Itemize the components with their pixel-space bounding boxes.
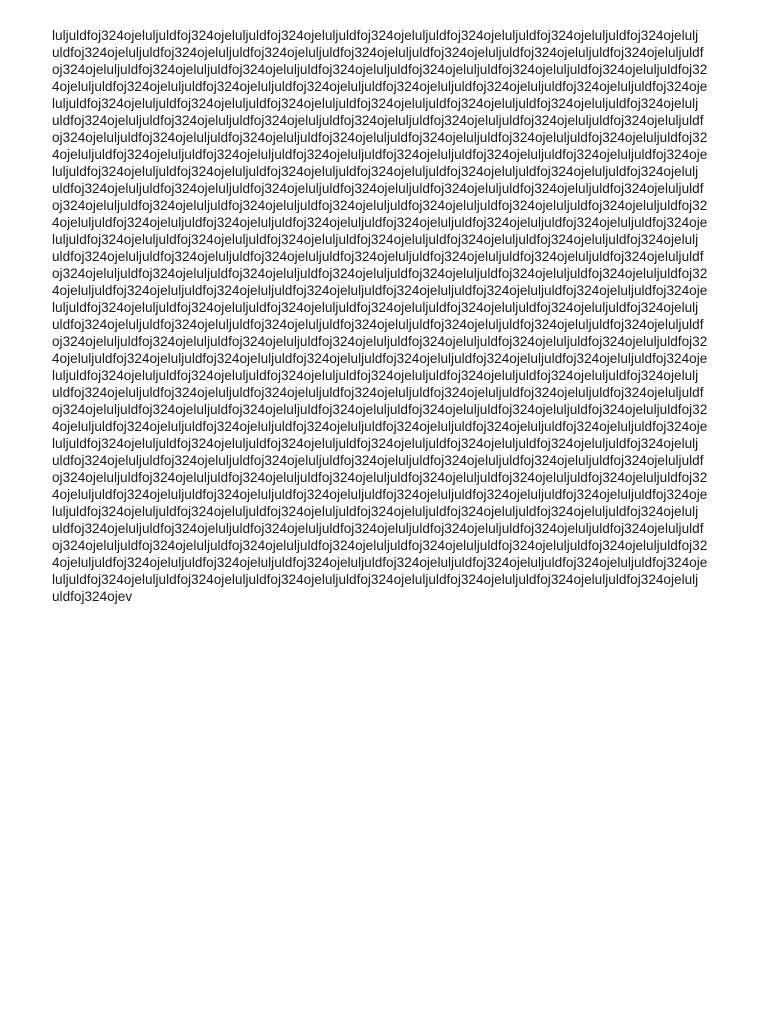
text-line: 4ojeluljuldfoj324ojeluljuldfoj324ojeluljuldfoj324ojeluljuldfoj324ojeluljuldfoj324ojeluljuldfoj324ojeluljuldfoj324oje bbox=[52, 419, 708, 434]
text-line: luljuldfoj324ojeluljuldfoj324ojeluljuldfoj324ojeluljuldfoj324ojeluljuldfoj324ojeluljuldfoj324ojeluljuldfoj324ojelulj bbox=[52, 504, 699, 519]
text-line: 4ojeluljuldfoj324ojeluljuldfoj324ojeluljuldfoj324ojeluljuldfoj324ojeluljuldfoj324ojeluljuldfoj324ojeluljuldfoj324oje bbox=[52, 147, 708, 162]
text-line: oj324ojeluljuldfoj324ojeluljuldfoj324ojeluljuldfoj324ojeluljuldfoj324ojeluljuldfoj324ojeluljuldfoj324ojeluljuldfoj32 bbox=[52, 334, 708, 349]
text-line: uldfoj324ojev bbox=[52, 589, 133, 604]
text-line: uldfoj324ojeluljuldfoj324ojeluljuldfoj324ojeluljuldfoj324ojeluljuldfoj324ojeluljuldfoj324ojeluljuldfoj324ojeluljuldf bbox=[52, 181, 704, 196]
text-line: uldfoj324ojeluljuldfoj324ojeluljuldfoj324ojeluljuldfoj324ojeluljuldfoj324ojeluljuldfoj324ojeluljuldfoj324ojeluljuldf bbox=[52, 45, 704, 60]
text-line: luljuldfoj324ojeluljuldfoj324ojeluljuldfoj324ojeluljuldfoj324ojeluljuldfoj324ojeluljuldfoj324ojeluljuldfoj324ojelulj bbox=[52, 96, 699, 111]
text-line: luljuldfoj324ojeluljuldfoj324ojeluljuldfoj324ojeluljuldfoj324ojeluljuldfoj324ojeluljuldfoj324ojeluljuldfoj324ojelulj bbox=[52, 572, 699, 587]
text-line: oj324ojeluljuldfoj324ojeluljuldfoj324ojeluljuldfoj324ojeluljuldfoj324ojeluljuldfoj324ojeluljuldfoj324ojeluljuldfoj32 bbox=[52, 62, 708, 77]
text-line: oj324ojeluljuldfoj324ojeluljuldfoj324ojeluljuldfoj324ojeluljuldfoj324ojeluljuldfoj324ojeluljuldfoj324ojeluljuldfoj32 bbox=[52, 538, 708, 553]
text-line: luljuldfoj324ojeluljuldfoj324ojeluljuldfoj324ojeluljuldfoj324ojeluljuldfoj324ojeluljuldfoj324ojeluljuldfoj324ojelulj bbox=[52, 164, 699, 179]
text-line: oj324ojeluljuldfoj324ojeluljuldfoj324ojeluljuldfoj324ojeluljuldfoj324ojeluljuldfoj324ojeluljuldfoj324ojeluljuldfoj32 bbox=[52, 130, 708, 145]
text-line: 4ojeluljuldfoj324ojeluljuldfoj324ojeluljuldfoj324ojeluljuldfoj324ojeluljuldfoj324ojeluljuldfoj324ojeluljuldfoj324oje bbox=[52, 283, 708, 298]
text-line: uldfoj324ojeluljuldfoj324ojeluljuldfoj324ojeluljuldfoj324ojeluljuldfoj324ojeluljuldfoj324ojeluljuldfoj324ojeluljuldf bbox=[52, 521, 704, 536]
text-line: luljuldfoj324ojeluljuldfoj324ojeluljuldfoj324ojeluljuldfoj324ojeluljuldfoj324ojeluljuldfoj324ojeluljuldfoj324ojelulj bbox=[52, 28, 699, 43]
text-line: luljuldfoj324ojeluljuldfoj324ojeluljuldfoj324ojeluljuldfoj324ojeluljuldfoj324ojeluljuldfoj324ojeluljuldfoj324ojelulj bbox=[52, 436, 699, 451]
text-line: oj324ojeluljuldfoj324ojeluljuldfoj324ojeluljuldfoj324ojeluljuldfoj324ojeluljuldfoj324ojeluljuldfoj324ojeluljuldfoj32 bbox=[52, 198, 708, 213]
text-line: 4ojeluljuldfoj324ojeluljuldfoj324ojeluljuldfoj324ojeluljuldfoj324ojeluljuldfoj324ojeluljuldfoj324ojeluljuldfoj324oje bbox=[52, 487, 708, 502]
text-line: 4ojeluljuldfoj324ojeluljuldfoj324ojeluljuldfoj324ojeluljuldfoj324ojeluljuldfoj324ojeluljuldfoj324ojeluljuldfoj324oje bbox=[52, 79, 708, 94]
text-line: uldfoj324ojeluljuldfoj324ojeluljuldfoj324ojeluljuldfoj324ojeluljuldfoj324ojeluljuldfoj324ojeluljuldfoj324ojeluljuldf bbox=[52, 453, 704, 468]
text-line: oj324ojeluljuldfoj324ojeluljuldfoj324ojeluljuldfoj324ojeluljuldfoj324ojeluljuldfoj324ojeluljuldfoj324ojeluljuldfoj32 bbox=[52, 266, 708, 281]
text-line: oj324ojeluljuldfoj324ojeluljuldfoj324ojeluljuldfoj324ojeluljuldfoj324ojeluljuldfoj324ojeluljuldfoj324ojeluljuldfoj32 bbox=[52, 402, 708, 417]
text-line: uldfoj324ojeluljuldfoj324ojeluljuldfoj324ojeluljuldfoj324ojeluljuldfoj324ojeluljuldfoj324ojeluljuldfoj324ojeluljuldf bbox=[52, 249, 704, 264]
text-line: uldfoj324ojeluljuldfoj324ojeluljuldfoj324ojeluljuldfoj324ojeluljuldfoj324ojeluljuldfoj324ojeluljuldfoj324ojeluljuldf bbox=[52, 317, 704, 332]
text-line: luljuldfoj324ojeluljuldfoj324ojeluljuldfoj324ojeluljuldfoj324ojeluljuldfoj324ojeluljuldfoj324ojeluljuldfoj324ojelulj bbox=[52, 232, 699, 247]
text-line: luljuldfoj324ojeluljuldfoj324ojeluljuldfoj324ojeluljuldfoj324ojeluljuldfoj324ojeluljuldfoj324ojeluljuldfoj324ojelulj bbox=[52, 368, 699, 383]
text-line: luljuldfoj324ojeluljuldfoj324ojeluljuldfoj324ojeluljuldfoj324ojeluljuldfoj324ojeluljuldfoj324ojeluljuldfoj324ojelulj bbox=[52, 300, 699, 315]
text-line: oj324ojeluljuldfoj324ojeluljuldfoj324ojeluljuldfoj324ojeluljuldfoj324ojeluljuldfoj324ojeluljuldfoj324ojeluljuldfoj32 bbox=[52, 470, 708, 485]
text-line: 4ojeluljuldfoj324ojeluljuldfoj324ojeluljuldfoj324ojeluljuldfoj324ojeluljuldfoj324ojeluljuldfoj324ojeluljuldfoj324oje bbox=[52, 351, 708, 366]
text-line: uldfoj324ojeluljuldfoj324ojeluljuldfoj324ojeluljuldfoj324ojeluljuldfoj324ojeluljuldfoj324ojeluljuldfoj324ojeluljuldf bbox=[52, 113, 704, 128]
body-text bbox=[52, 27, 716, 605]
text-line: 4ojeluljuldfoj324ojeluljuldfoj324ojeluljuldfoj324ojeluljuldfoj324ojeluljuldfoj324ojeluljuldfoj324ojeluljuldfoj324oje bbox=[52, 555, 708, 570]
text-line: 4ojeluljuldfoj324ojeluljuldfoj324ojeluljuldfoj324ojeluljuldfoj324ojeluljuldfoj324ojeluljuldfoj324ojeluljuldfoj324oje bbox=[52, 215, 708, 230]
text-line: uldfoj324ojeluljuldfoj324ojeluljuldfoj324ojeluljuldfoj324ojeluljuldfoj324ojeluljuldfoj324ojeluljuldfoj324ojeluljuldf bbox=[52, 385, 704, 400]
